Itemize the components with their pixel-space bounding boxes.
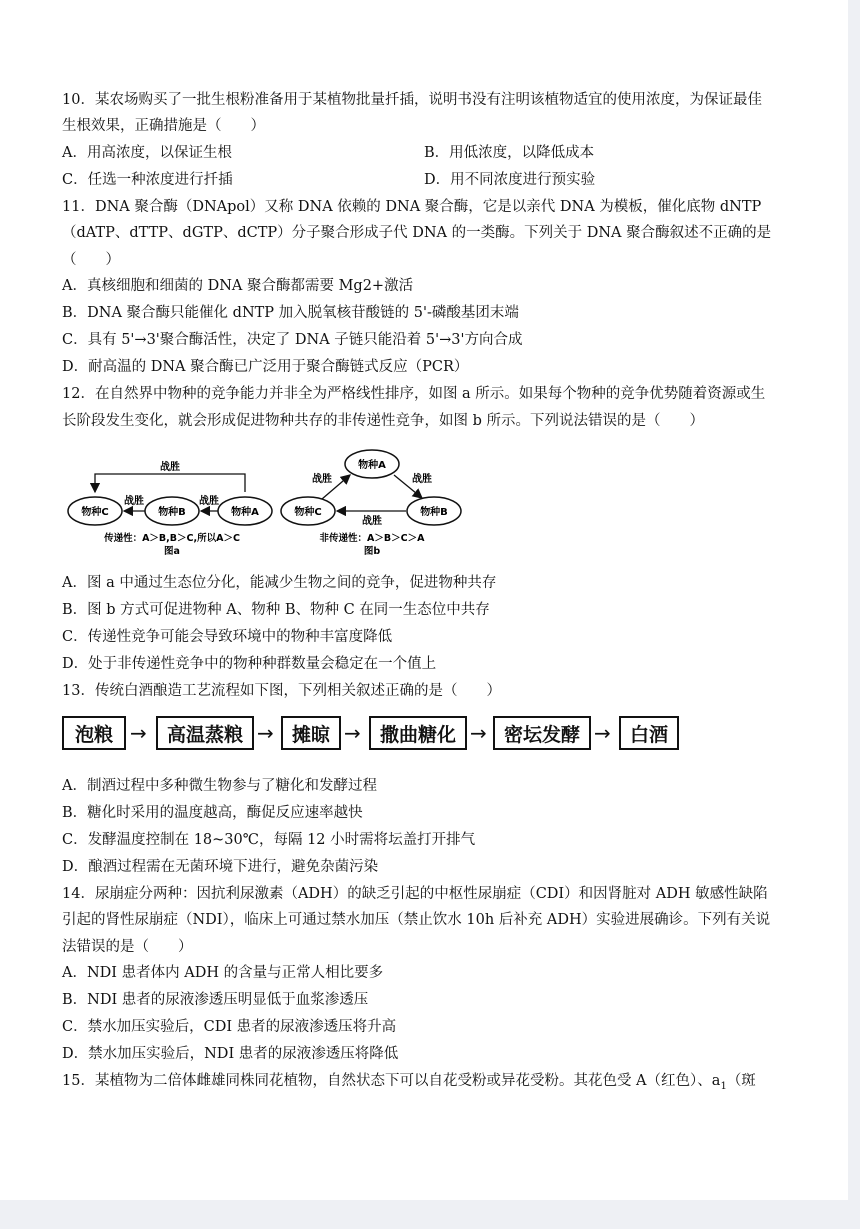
- flow-arrow-5: →: [594, 721, 611, 745]
- q10-stem-line2: 生根效果，正确措施是（ ）: [62, 118, 265, 134]
- fig-b-caption: 非传递性：A＞B＞C＞A: [319, 533, 425, 544]
- figure-a-transitive-competition: [62, 448, 282, 560]
- q11-option-d: D．耐高温的 DNA 聚合酶已广泛用于聚合酶链式反应（PCR）: [62, 359, 469, 375]
- fig-b-species-c-label: 物种C: [294, 507, 322, 518]
- q11-option-a: A．真核细胞和细菌的 DNA 聚合酶都需要 Mg2+激活: [62, 278, 414, 294]
- fig-b-label: 图b: [363, 546, 381, 557]
- brewing-process-flow: [62, 716, 682, 756]
- q13-option-b: B．糖化时采用的温度越高，酶促反应速率越快: [62, 805, 363, 821]
- fig-a-win-label-bc: 战胜: [124, 496, 144, 507]
- q14-option-c: C．禁水加压实验后，CDI 患者的尿液渗透压将升高: [62, 1019, 397, 1035]
- flow-step-1: 泡粮: [62, 716, 126, 750]
- q15-stem-text: 15．某植物为二倍体雌雄同株同花植物，自然状态下可以自花受粉或异花受粉。其花色受 A（红色）、a: [62, 1073, 721, 1089]
- q10-stem-line1: 10．某农场购买了一批生根粉准备用于某植物批量扦插，说明书没有注明该植物适宜的使用浓度，为保证最佳: [62, 92, 762, 108]
- q13-option-c: C．发酵温度控制在 18~30℃，每隔 12 小时需将坛盖打开排气: [62, 832, 476, 848]
- fig-b-win-label-bc: 战胜: [362, 516, 382, 527]
- q14-option-a: A．NDI 患者体内 ADH 的含量与正常人相比要多: [62, 965, 384, 981]
- q12-option-b: B．图 b 方式可促进物种 A、物种 B、物种 C 在同一生态位中共存: [62, 602, 490, 618]
- q14-stem-line2: 引起的肾性尿崩症（NDI），临床上可通过禁水加压（禁止饮水 10h 后补充 ADH）实验进展确诊。下列有关说: [62, 912, 771, 928]
- q13-option-d: D．酿酒过程需在无菌环境下进行，避免杂菌污染: [62, 859, 379, 875]
- fig-a-label: 图a: [164, 546, 180, 557]
- q12-option-d: D．处于非传递性竞争中的物种种群数量会稳定在一个值上: [62, 656, 437, 672]
- q10-option-a: A．用高浓度，以保证生根: [62, 145, 232, 161]
- q14-option-d: D．禁水加压实验后，NDI 患者的尿液渗透压将降低: [62, 1046, 399, 1062]
- q11-option-c: C．具有 5'→3'聚合酶活性，决定了 DNA 子链只能沿着 5'→3'方向合成: [62, 332, 523, 348]
- flow-step-4: 撒曲糖化: [369, 716, 467, 750]
- fig-b-species-a-label: 物种A: [358, 460, 386, 471]
- q12-stem-line1: 12．在自然界中物种的竞争能力并非全为严格线性排序，如图 a 所示。如果每个物种的竞争优势随着资源或生: [62, 386, 766, 402]
- q14-option-b: B．NDI 患者的尿液渗透压明显低于血浆渗透压: [62, 992, 369, 1008]
- flow-step-2: 高温蒸粮: [156, 716, 254, 750]
- q14-stem-line3: 法错误的是（ ）: [62, 939, 193, 955]
- fig-a-win-label-ab: 战胜: [199, 496, 219, 507]
- fig-a-species-b-label: 物种B: [158, 507, 186, 518]
- q14-stem-line1: 14．尿崩症分两种：因抗利尿激素（ADH）的缺乏引起的中枢性尿崩症（CDI）和因肾脏对 ADH 敏感性缺陷: [62, 886, 768, 902]
- q12-stem-line2: 长阶段发生变化，就会形成促进物种共存的非传递性竞争，如图 b 所示。下列说法错误的是（ ）: [62, 413, 704, 429]
- figure-b-nontransitive-competition: [278, 448, 468, 560]
- fig-b-win-label-ca: 战胜: [312, 474, 332, 485]
- flow-arrow-2: →: [257, 721, 274, 745]
- fig-a-species-a-label: 物种A: [231, 507, 259, 518]
- q11-stem-line1: 11．DNA 聚合酶（DNApol）又称 DNA 依赖的 DNA 聚合酶，它是以亲代 DNA 为模板，催化底物 dNTP: [62, 199, 762, 215]
- q15-subscript: 1: [720, 1080, 727, 1092]
- flow-arrow-4: →: [470, 721, 487, 745]
- flow-step-5: 密坛发酵: [493, 716, 591, 750]
- q11-option-b: B．DNA 聚合酶只能催化 dNTP 加入脱氧核苷酸链的 5'-磷酸基团末端: [62, 305, 519, 321]
- q12-option-c: C．传递性竞争可能会导致环境中的物种丰富度降低: [62, 629, 393, 645]
- q13-option-a: A．制酒过程中多种微生物参与了糖化和发酵过程: [62, 778, 377, 794]
- q11-stem-line2: （dATP、dTTP、dGTP、dCTP）分子聚合形成子代 DNA 的一类酶。下列关于 DNA 聚合酶叙述不正确的是: [62, 225, 772, 241]
- q11-stem-line3: （ ）: [62, 252, 120, 268]
- flow-arrow-1: →: [130, 721, 147, 745]
- fig-a-caption: 传递性：A＞B,B＞C,所以A＞C: [104, 533, 240, 544]
- flow-arrow-3: →: [344, 721, 361, 745]
- q12-option-a: A．图 a 中通过生态位分化，能减少生物之间的竞争，促进物种共存: [62, 575, 497, 591]
- flow-step-3: 摊晾: [281, 716, 341, 750]
- q15-stem-line1: [62, 1071, 756, 1097]
- q10-option-d: D．用不同浓度进行预实验: [424, 172, 596, 188]
- q10-option-c: C．任选一种浓度进行扦插: [62, 172, 233, 188]
- fig-b-species-b-label: 物种B: [420, 507, 448, 518]
- q10-option-b: B．用低浓度，以降低成本: [424, 145, 595, 161]
- q15-stem-tail: （斑: [726, 1073, 756, 1089]
- fig-a-win-label-top: 战胜: [160, 462, 180, 473]
- flow-step-6: 白酒: [619, 716, 679, 750]
- q13-stem: 13．传统白酒酿造工艺流程如下图，下列相关叙述正确的是（ ）: [62, 683, 501, 699]
- fig-b-win-label-ab: 战胜: [412, 474, 432, 485]
- fig-a-species-c-label: 物种C: [81, 507, 109, 518]
